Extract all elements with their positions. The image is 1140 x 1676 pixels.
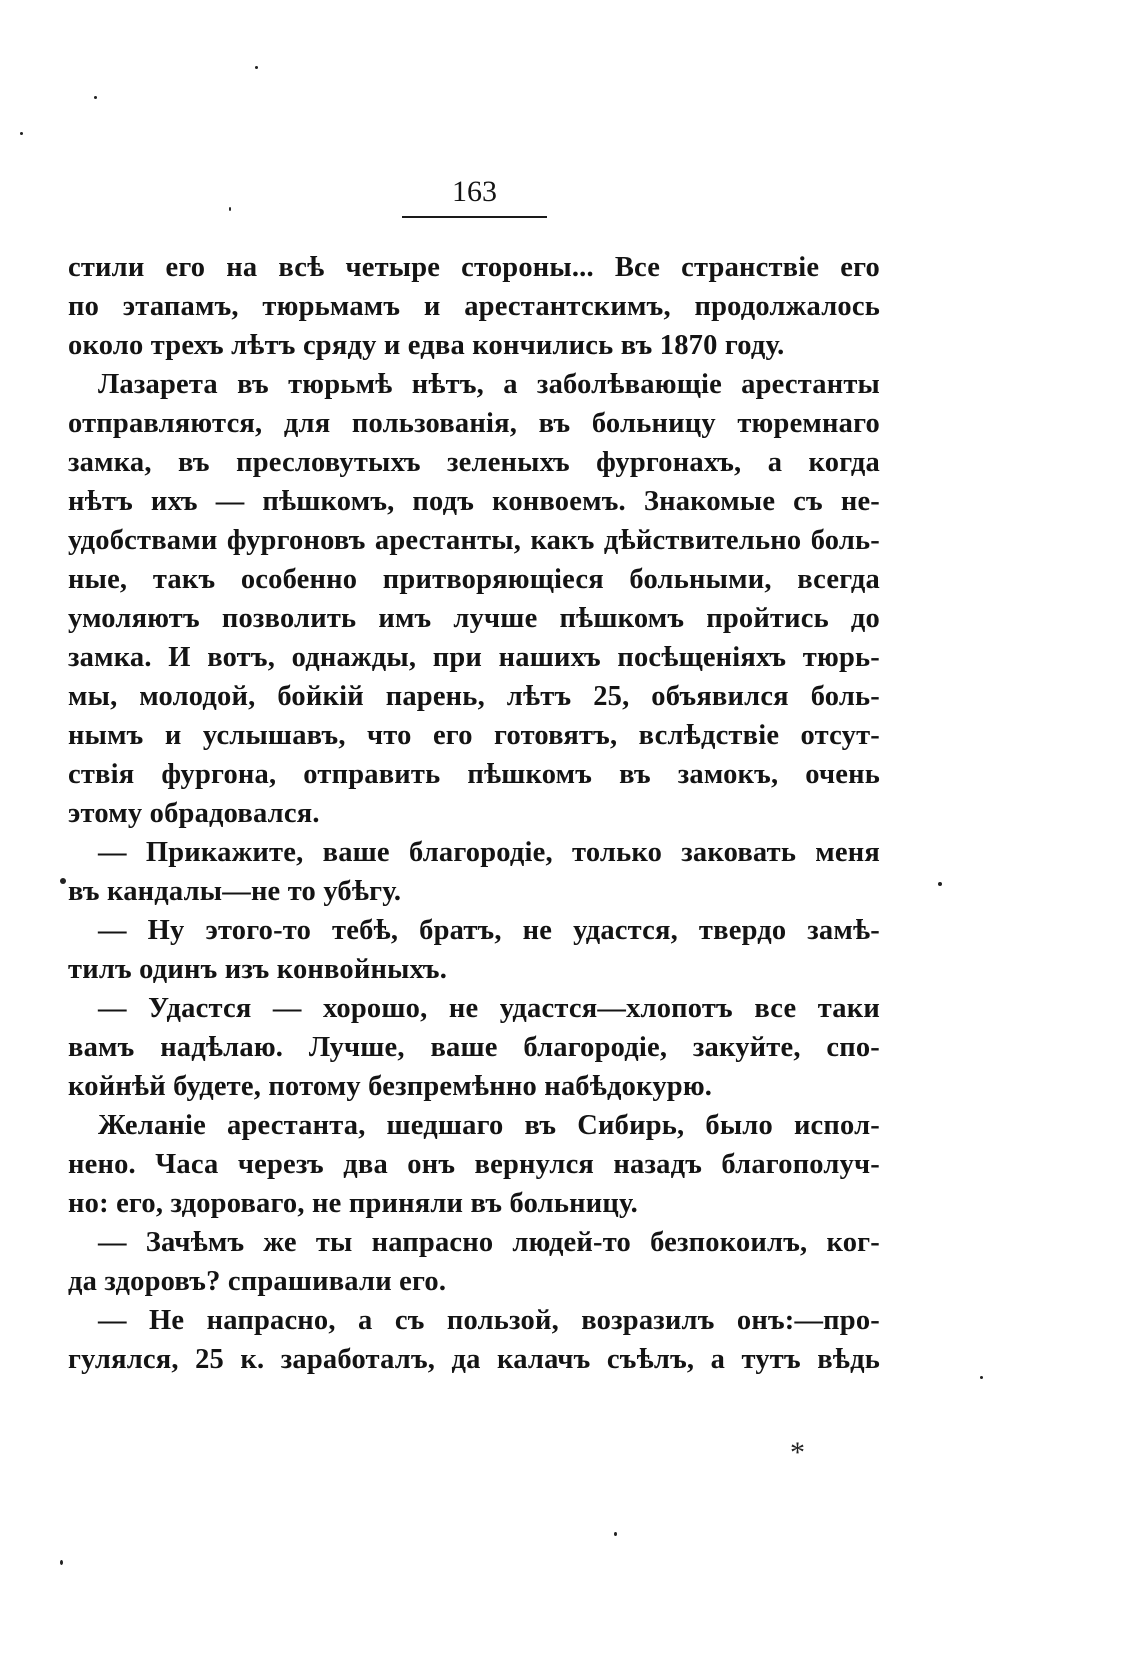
text-line: да здоровъ? спрашивали его.	[68, 1266, 447, 1297]
text-line: ные, такъ особенно притворяющіеся больными, всегда	[68, 564, 880, 595]
text-line: около трехъ лѣтъ сряду и едва кончились въ 1870 году.	[68, 330, 785, 361]
text-line: — Зачѣмъ же ты напрасно людей-то безпокоилъ, ког-	[98, 1227, 880, 1258]
scan-speck	[60, 878, 66, 884]
text-line: но: его, здороваго, не приняли въ больницу.	[68, 1188, 638, 1219]
text-line: тилъ одинъ изъ конвойныхъ.	[68, 954, 448, 985]
scan-speck	[60, 1560, 63, 1565]
scan-speck	[614, 1532, 617, 1536]
scan-speck	[94, 96, 97, 99]
scan-speck	[938, 882, 942, 886]
text-line: — Прикажите, ваше благородіе, только заковать меня	[98, 837, 880, 868]
text-line: гулялся, 25 к. заработалъ, да калачъ съѣлъ, а тутъ вѣдь	[68, 1344, 880, 1375]
text-line: замка, въ пресловутыхъ зеленыхъ фургонахъ, а когда	[68, 447, 880, 478]
text-line: нымъ и услышавъ, что его готовятъ, вслѣдствіе отсут-	[68, 720, 880, 751]
text-line: — Не напрасно, а съ пользой, возразилъ онъ:—про-	[98, 1305, 880, 1336]
text-line: ствія фургона, отправить пѣшкомъ въ замокъ, очень	[68, 759, 880, 790]
text-line: удобствами фургоновъ арестанты, какъ дѣйствительно боль-	[68, 525, 880, 556]
text-line: Лазарета въ тюрьмѣ нѣтъ, а заболѣвающіе арестанты	[98, 369, 880, 400]
header-rule	[402, 216, 547, 218]
text-line: умоляютъ позволить имъ лучше пѣшкомъ пройтись до	[68, 603, 880, 634]
text-line: Желаніе арестанта, шедшаго въ Сибирь, было испол-	[98, 1110, 880, 1141]
text-line: нено. Часа черезъ два онъ вернулся назадъ благополуч-	[68, 1149, 880, 1180]
text-line: мы, молодой, бойкій парень, лѣтъ 25, объявился боль-	[68, 681, 880, 712]
text-line: этому обрадовался.	[68, 798, 320, 829]
page-number: 163	[452, 175, 497, 208]
scan-speck	[255, 66, 258, 69]
footer-mark: *	[790, 1436, 805, 1469]
text-line: койнѣй будете, потому безпремѣнно набѣдокурю.	[68, 1071, 713, 1102]
text-line: стили его на всѣ четыре стороны... Все странствіе его	[68, 252, 880, 283]
scan-speck	[980, 1376, 983, 1379]
text-line: нѣтъ ихъ — пѣшкомъ, подъ конвоемъ. Знакомые съ не-	[68, 486, 880, 517]
text-line: въ кандалы—не то убѣгу.	[68, 876, 402, 907]
text-line: замка. И вотъ, однажды, при нашихъ посѣщеніяхъ тюрь-	[68, 642, 880, 673]
body-text	[68, 248, 880, 1379]
text-line: — Удастся — хорошо, не удастся—хлопотъ все таки	[98, 993, 880, 1024]
text-line: вамъ надѣлаю. Лучше, ваше благородіе, закуйте, спо-	[68, 1032, 880, 1063]
text-line: по этапамъ, тюрьмамъ и арестантскимъ, продолжалось	[68, 291, 880, 322]
scan-speck	[229, 207, 231, 211]
text-line: — Ну этого-то тебѣ, братъ, не удастся, твердо замѣ-	[98, 915, 880, 946]
scan-speck	[20, 132, 23, 135]
text-line: отправляются, для пользованія, въ больницу тюремнаго	[68, 408, 880, 439]
